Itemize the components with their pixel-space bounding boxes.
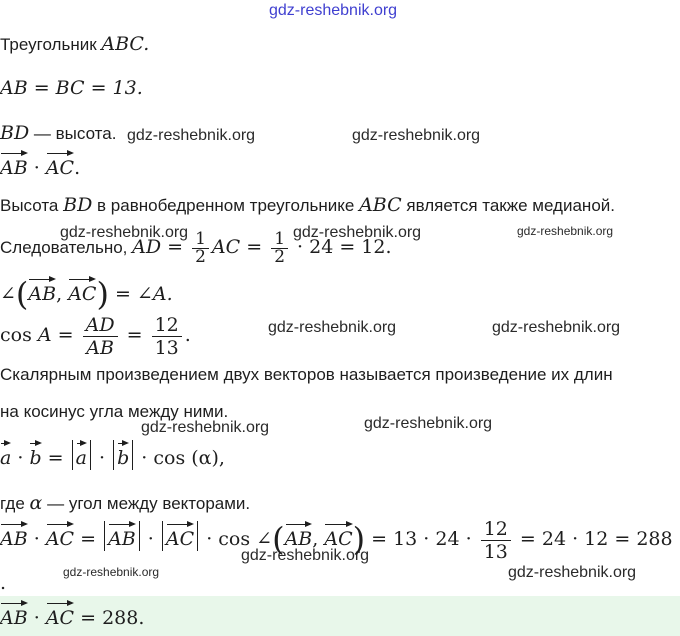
answer-line (0, 600, 144, 630)
math: = (120, 323, 149, 346)
math: AB = BC = 13. (0, 77, 143, 99)
text: — высота. (29, 124, 117, 143)
line-height (0, 122, 116, 145)
text: где (0, 494, 30, 513)
text: — угол между векторами. (42, 494, 251, 513)
line-definition (0, 364, 613, 386)
line-definition-cont (0, 401, 228, 423)
watermark: gdz-reshebnik.org (492, 319, 621, 336)
text: является также медианой. (401, 196, 615, 215)
math: · (11, 447, 30, 469)
fraction (481, 518, 511, 563)
vector: AC (46, 600, 74, 629)
math: · (27, 527, 46, 550)
watermark: gdz-reshebnik.org (269, 2, 398, 19)
math: , (56, 283, 69, 305)
line-angle (0, 275, 173, 313)
watermark: gdz-reshebnik.org (352, 127, 481, 144)
vector: AC (166, 521, 194, 550)
math: α (29, 492, 43, 514)
line-dot (0, 572, 6, 595)
watermark: gdz-reshebnik.org (517, 224, 614, 238)
math: . (74, 157, 81, 179)
watermark: gdz-reshebnik.org (268, 319, 397, 336)
watermark: gdz-reshebnik.org (141, 419, 270, 436)
paren: ) (96, 275, 109, 313)
math: = (41, 447, 70, 469)
vector: b (117, 440, 129, 469)
text: Следовательно, (0, 237, 133, 257)
line-cos (0, 314, 191, 356)
text: на косинус угла между ними. (0, 402, 229, 421)
numerator: 12 (152, 314, 182, 337)
denominator: 2 (274, 247, 286, 267)
watermark: gdz-reshebnik.org (293, 224, 422, 241)
denominator: 13 (483, 541, 508, 563)
vector: a (0, 440, 11, 469)
abs (113, 440, 133, 470)
text: Скалярным произведением двух векторов называется произведение их длин (0, 365, 613, 384)
math: ABC (359, 194, 402, 216)
vector: AB (0, 600, 28, 629)
line-task (0, 150, 80, 180)
math: · 24 = 12. (291, 235, 392, 258)
fraction (152, 314, 182, 356)
math: cos (0, 323, 38, 346)
math: · (92, 447, 112, 469)
answer-box (0, 596, 680, 636)
watermark: gdz-reshebnik.org (60, 224, 189, 241)
numerator: 1 (192, 231, 209, 249)
paren: ) (352, 519, 366, 558)
line-alpha (0, 492, 250, 515)
vector: AC (324, 521, 352, 550)
math: BD (0, 122, 30, 144)
abs (104, 521, 140, 551)
math: · (27, 157, 46, 179)
fraction (271, 231, 288, 266)
watermark: gdz-reshebnik.org (241, 547, 370, 564)
math: = 24 · 12 = 288 (513, 527, 673, 550)
numerator: 12 (481, 518, 511, 541)
vector: AC (68, 276, 96, 305)
math: . (184, 323, 191, 346)
vector: b (29, 440, 41, 469)
math: ∠ (0, 283, 16, 305)
math: AD = (132, 235, 190, 258)
watermark: gdz-reshebnik.org (364, 415, 493, 432)
line-sides (0, 77, 143, 100)
vector: AB (108, 521, 136, 550)
math: BD (63, 194, 93, 216)
math: · cos ∠ (200, 527, 273, 550)
vector: AB (28, 276, 56, 305)
math: = ∠A. (108, 283, 173, 305)
abs (72, 440, 91, 470)
line-median (0, 194, 615, 217)
watermark: gdz-reshebnik.org (508, 564, 637, 581)
denominator: 2 (195, 247, 206, 267)
vector: AB (0, 521, 28, 550)
numerator: AD (83, 314, 118, 337)
line-ad (0, 231, 392, 266)
math: = 288. (74, 607, 145, 629)
vector: AB (0, 150, 28, 179)
math: · (27, 607, 46, 629)
math: A (37, 323, 52, 346)
abs (162, 521, 198, 551)
watermark: gdz-reshebnik.org (63, 565, 160, 579)
math: , (312, 527, 325, 550)
vector: AC (46, 150, 74, 179)
math: · (141, 527, 160, 550)
paren: ( (15, 275, 29, 313)
numerator: 1 (271, 231, 288, 249)
vector: AC (46, 521, 74, 550)
math: · cos (α), (135, 447, 225, 469)
watermark: gdz-reshebnik.org (127, 127, 256, 144)
math: = 13 · 24 · (365, 527, 478, 550)
vector: AB (285, 521, 313, 550)
math: = (74, 527, 103, 550)
math: = (51, 323, 80, 346)
fraction (83, 314, 118, 356)
text: в равнобедренном треугольнике (92, 196, 360, 215)
math: ABC. (101, 33, 150, 55)
text: Треугольник (0, 35, 102, 54)
line-formula (0, 440, 225, 470)
paren: ( (272, 519, 285, 558)
line-calculation (0, 518, 673, 563)
text: Высота (0, 196, 64, 215)
vector: a (76, 440, 87, 469)
denominator: AB (86, 337, 114, 356)
line-triangle (0, 33, 149, 56)
denominator: 13 (154, 337, 179, 356)
math: AC = (211, 235, 269, 258)
fraction (192, 231, 209, 266)
math: . (0, 572, 7, 594)
